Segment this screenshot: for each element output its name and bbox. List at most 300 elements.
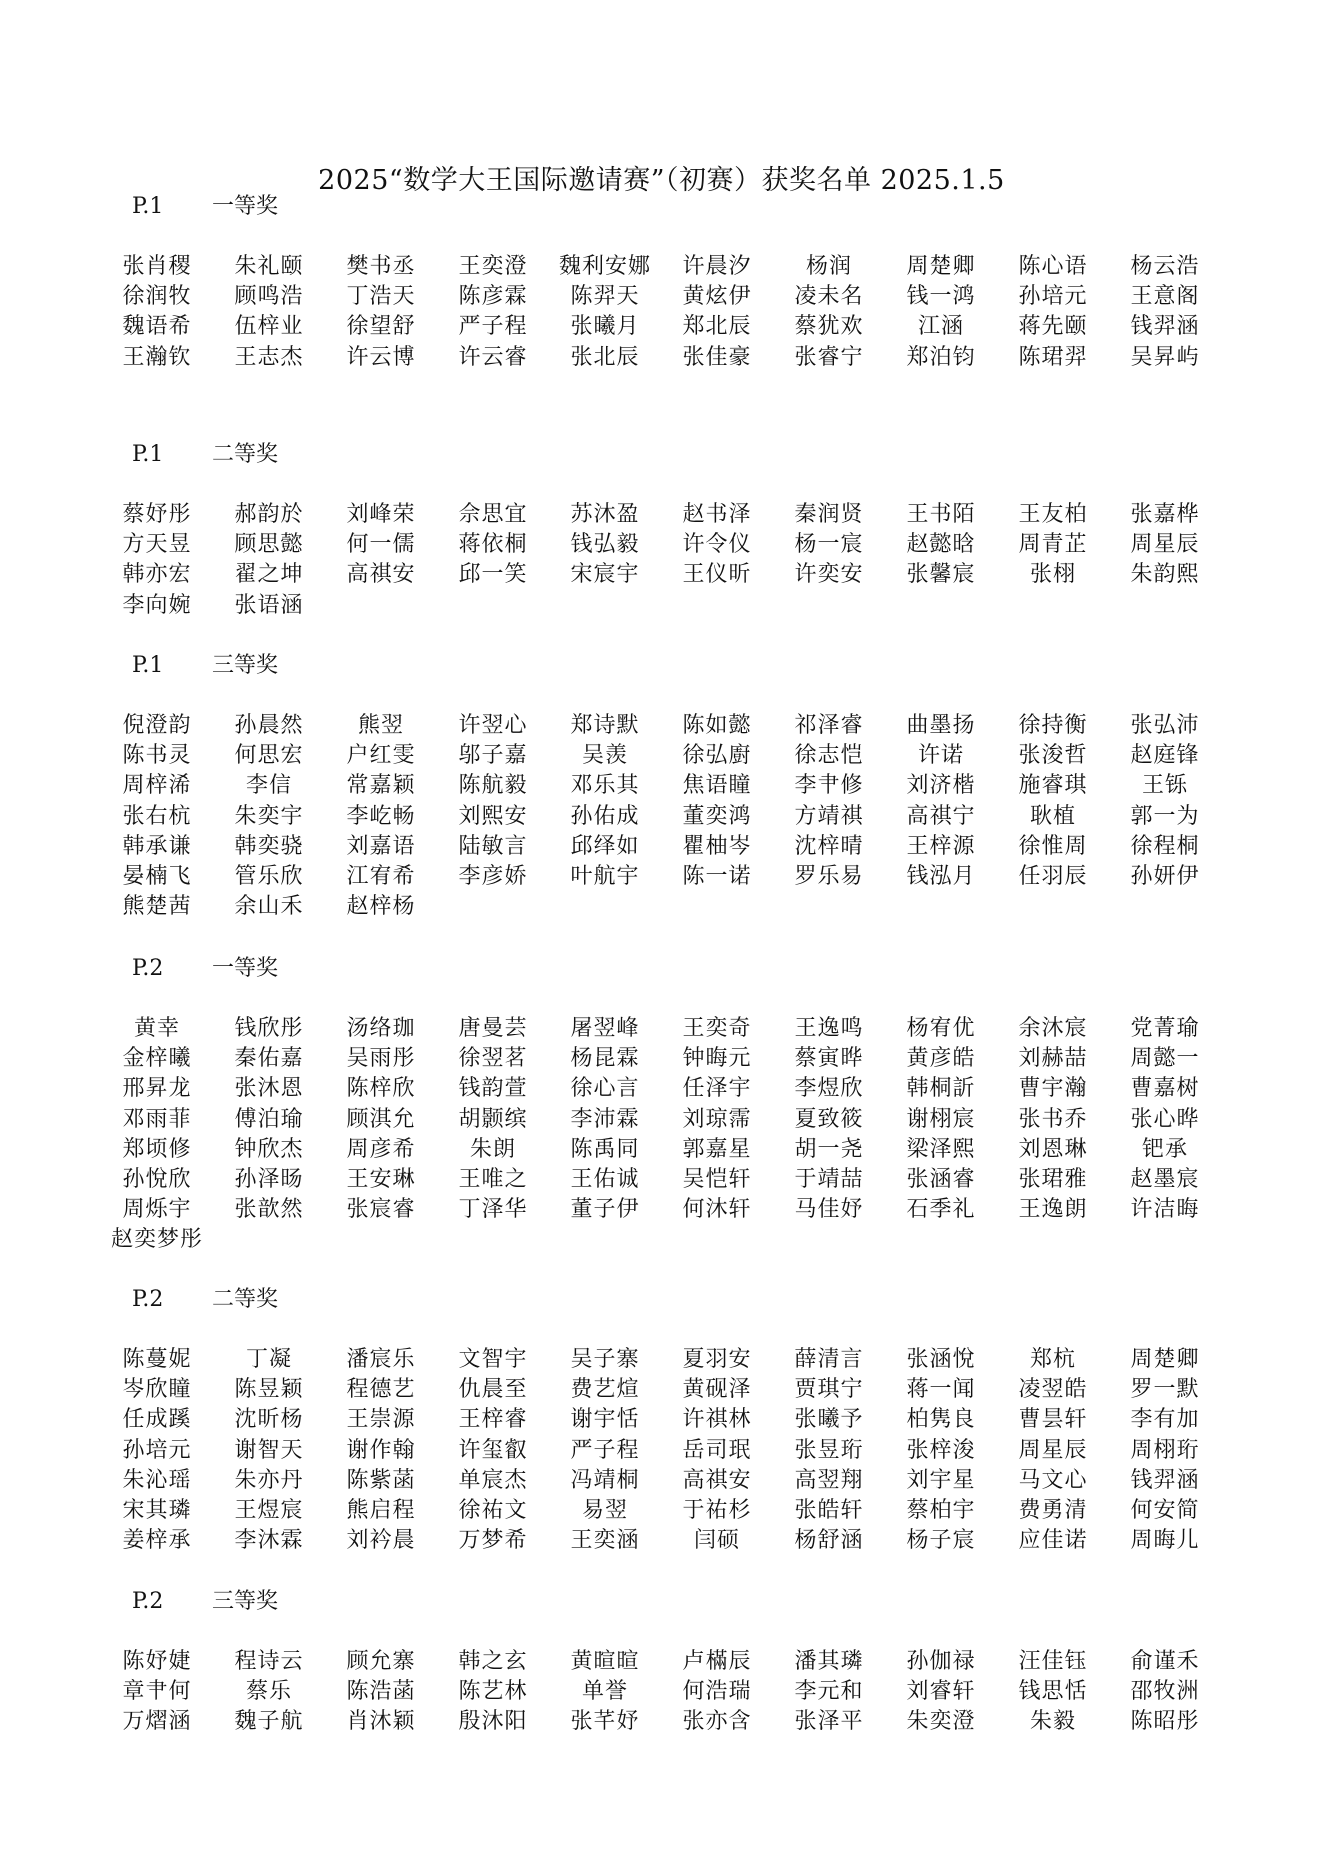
awardee-name: 柏隽良	[906, 1407, 976, 1433]
awardee-name: 张曦月	[570, 314, 640, 340]
awardee-name: 王奕奇	[682, 1016, 752, 1041]
section-p2-first-prize	[0, 954, 1323, 1253]
awardee-name: 金梓曦	[122, 1046, 192, 1072]
awardee-name: 瞿柚岑	[682, 833, 752, 859]
awardee-name: 卢樠辰	[682, 1649, 752, 1674]
awardee-name: 周烁宇	[122, 1197, 192, 1223]
awardee-name: 曹宇瀚	[1018, 1076, 1088, 1102]
awardee-name: 罗一默	[1130, 1377, 1200, 1403]
awardee-name: 任泽宇	[682, 1076, 752, 1102]
awardee-name: 周梓浠	[122, 773, 192, 799]
awardee-name: 王意阁	[1130, 284, 1200, 310]
awardee-name: 孙佑成	[570, 803, 640, 829]
awardee-name: 许晨汐	[682, 254, 752, 279]
awardee-name: 魏子航	[234, 1709, 304, 1735]
awardee-name: 郑北辰	[682, 314, 752, 340]
awardee-name: 倪澄韵	[122, 713, 192, 738]
section-award: 二等奖	[212, 1287, 279, 1312]
awardee-name: 王安琳	[346, 1166, 416, 1192]
name-grid	[101, 1647, 1221, 1738]
awardee-name: 梁泽熙	[906, 1136, 976, 1162]
awardee-name: 熊启程	[346, 1497, 416, 1523]
awardee-name: 朱沁瑶	[122, 1467, 192, 1493]
awardee-name: 吴雨彤	[346, 1046, 416, 1072]
awardee-name: 周晦儿	[1130, 1528, 1200, 1554]
awardee-name: 张歆然	[234, 1197, 304, 1223]
awardee-name: 刘恩琳	[1018, 1136, 1088, 1162]
awardee-name: 顾淇允	[346, 1106, 416, 1132]
awardee-name: 钱羿涵	[1130, 314, 1200, 340]
awardee-name: 熊翌	[357, 713, 404, 738]
awardee-name: 陈蔓妮	[122, 1347, 192, 1372]
awardee-name: 张馨宸	[906, 562, 976, 588]
awardee-name: 钟欣杰	[234, 1136, 304, 1162]
name-grid	[101, 711, 1221, 922]
awardee-name: 邓雨菲	[122, 1106, 192, 1132]
awardee-name: 刘衿晨	[346, 1528, 416, 1554]
awardee-name: 朱韵熙	[1130, 562, 1200, 588]
awardee-name: 赵梓杨	[346, 894, 416, 920]
awardee-name: 陈如懿	[682, 713, 752, 738]
awardee-name: 程德艺	[346, 1377, 416, 1403]
awardee-name: 杨云浩	[1130, 254, 1200, 279]
awardee-name: 苏沐盈	[570, 502, 640, 527]
section-award: 三等奖	[212, 653, 279, 678]
awardee-name: 魏利安娜	[558, 254, 651, 279]
awardee-name: 徐弘廚	[682, 743, 752, 769]
awardee-name: 徐润牧	[122, 284, 192, 310]
awardee-name: 陈紫菡	[346, 1467, 416, 1493]
section-heading	[0, 954, 1323, 984]
awardee-name: 晏楠飞	[122, 863, 192, 889]
awardee-name: 潘其璘	[794, 1649, 864, 1674]
awardee-name: 谢智天	[234, 1437, 304, 1463]
awardee-name: 钱欣彤	[234, 1016, 304, 1041]
awardee-name: 秦佑嘉	[234, 1046, 304, 1072]
awardee-name: 蔡寅晔	[794, 1046, 864, 1072]
awardee-name: 徐心言	[570, 1076, 640, 1102]
awardee-name: 蒋一闻	[906, 1377, 976, 1403]
awardee-name: 刘赫喆	[1018, 1046, 1088, 1072]
awardee-name: 钱韵萱	[458, 1076, 528, 1102]
awardee-name: 赵庭锋	[1130, 743, 1200, 769]
awardee-name: 佘思宜	[458, 502, 528, 527]
awardee-name: 于靖喆	[794, 1166, 864, 1192]
awardee-name: 李元和	[794, 1679, 864, 1705]
awardee-name: 陈浩菡	[346, 1679, 416, 1705]
awardee-name: 张芊妤	[570, 1709, 640, 1735]
awardee-name: 吴恺轩	[682, 1166, 752, 1192]
awardee-name: 单宸杰	[458, 1467, 528, 1493]
awardee-name: 秦润贤	[794, 502, 864, 527]
awardee-name: 李沐霖	[234, 1528, 304, 1554]
awardee-name: 高祺安	[346, 562, 416, 588]
awardee-name: 闫硕	[693, 1528, 740, 1554]
awardee-name: 孙泽旸	[234, 1166, 304, 1192]
section-p1-second-prize	[0, 440, 1323, 618]
awardee-name: 何思宏	[234, 743, 304, 769]
awardee-name: 王友柏	[1018, 502, 1088, 527]
awardee-name: 曲墨扬	[906, 713, 976, 738]
section-heading	[0, 440, 1323, 470]
awardee-name: 许祺林	[682, 1407, 752, 1433]
awardee-name: 姜梓承	[122, 1528, 192, 1554]
awardee-name: 任成蹊	[122, 1407, 192, 1433]
awardee-name: 郑顷修	[122, 1136, 192, 1162]
awardee-name: 钱思恬	[1018, 1679, 1088, 1705]
awardee-name: 陈昭彤	[1130, 1709, 1200, 1735]
awardee-name: 管乐欣	[234, 863, 304, 889]
awardee-name: 邱一笑	[458, 562, 528, 588]
awardee-name: 沈昕杨	[234, 1407, 304, 1433]
awardee-name: 郑泊钧	[906, 344, 976, 370]
awardee-name: 周彦希	[346, 1136, 416, 1162]
awardee-name: 张心晔	[1130, 1106, 1200, 1132]
awardee-name: 祁泽睿	[794, 713, 864, 738]
awardee-name: 张佳豪	[682, 344, 752, 370]
awardee-name: 汤络珈	[346, 1016, 416, 1041]
awardee-name: 蔡乐	[245, 1679, 292, 1705]
awardee-name: 张涵睿	[906, 1166, 976, 1192]
awardee-name: 胡颢缤	[458, 1106, 528, 1132]
awardee-name: 张栩	[1029, 562, 1076, 588]
section-heading	[0, 1587, 1323, 1617]
awardee-name: 仇晨至	[458, 1377, 528, 1403]
awardee-name: 江宥希	[346, 863, 416, 889]
awardee-name: 任羽辰	[1018, 863, 1088, 889]
awardee-name: 黄彦皓	[906, 1046, 976, 1072]
awardee-name: 许洁晦	[1130, 1197, 1200, 1223]
awardee-name: 钯承	[1141, 1136, 1188, 1162]
awardee-name: 吴羡	[581, 743, 628, 769]
awardee-name: 汪佳钰	[1018, 1649, 1088, 1674]
awardee-name: 蒋依桐	[458, 532, 528, 558]
awardee-name: 马文心	[1018, 1467, 1088, 1493]
awardee-name: 樊书丞	[346, 254, 416, 279]
name-grid	[101, 1014, 1221, 1256]
awardee-name: 许云博	[346, 344, 416, 370]
awardee-name: 程诗云	[234, 1649, 304, 1674]
awardee-name: 朱礼颐	[234, 254, 304, 279]
awardee-name: 徐望舒	[346, 314, 416, 340]
awardee-name: 王瀚钦	[122, 344, 192, 370]
awardee-name: 邵牧洲	[1130, 1679, 1200, 1705]
awardee-name: 许云睿	[458, 344, 528, 370]
awardee-name: 王奕涵	[570, 1528, 640, 1554]
awardee-name: 陈昱颖	[234, 1377, 304, 1403]
awardee-name: 陈禹同	[570, 1136, 640, 1162]
section-heading	[0, 651, 1323, 681]
awardee-name: 赵奕梦彤	[110, 1227, 203, 1253]
awardee-name: 王仪昕	[682, 562, 752, 588]
awardee-name: 谢栩宸	[906, 1106, 976, 1132]
awardee-name: 孙晨然	[234, 713, 304, 738]
awardee-name: 张沐恩	[234, 1076, 304, 1102]
awardee-name: 黄砚泽	[682, 1377, 752, 1403]
awardee-name: 冯靖桐	[570, 1467, 640, 1493]
awardee-name: 施睿琪	[1018, 773, 1088, 799]
awardee-name: 张语涵	[234, 592, 304, 618]
awardee-name: 王奕澄	[458, 254, 528, 279]
awardee-name: 屠翌峰	[570, 1016, 640, 1041]
awardee-name: 郭一为	[1130, 803, 1200, 829]
section-level: P.1	[132, 194, 164, 219]
awardee-name: 蔡柏宇	[906, 1497, 976, 1523]
awardee-name: 张肖稷	[122, 254, 192, 279]
awardee-name: 邱绎如	[570, 833, 640, 859]
section-level: P.2	[132, 956, 164, 981]
awardee-name: 张亦含	[682, 1709, 752, 1735]
awardee-name: 余沐宸	[1018, 1016, 1088, 1041]
awardee-name: 张昱珩	[794, 1437, 864, 1463]
awardee-name: 黄幸	[133, 1016, 180, 1041]
awardee-name: 高祺宁	[906, 803, 976, 829]
awardee-name: 唐曼芸	[458, 1016, 528, 1041]
awardee-name: 李有加	[1130, 1407, 1200, 1433]
awardee-name: 傅泊瑜	[234, 1106, 304, 1132]
section-p2-second-prize	[0, 1285, 1323, 1554]
awardee-name: 杨润	[805, 254, 852, 279]
awardee-name: 张书乔	[1018, 1106, 1088, 1132]
awardee-name: 赵墨宸	[1130, 1166, 1200, 1192]
awardee-name: 熊楚茜	[122, 894, 192, 920]
awardee-name: 蔡妤彤	[122, 502, 192, 527]
awardee-name: 陈彦霖	[458, 284, 528, 310]
awardee-name: 焦语瞳	[682, 773, 752, 799]
section-heading	[0, 192, 1323, 222]
awardee-name: 陈心语	[1018, 254, 1088, 279]
awardee-name: 张嘉桦	[1130, 502, 1200, 527]
awardee-name: 陈珺羿	[1018, 344, 1088, 370]
awardee-name: 谢宇恬	[570, 1407, 640, 1433]
awardee-name: 张宸睿	[346, 1197, 416, 1223]
awardee-name: 肖沐颖	[346, 1709, 416, 1735]
name-grid	[101, 500, 1221, 621]
awardee-name: 刘睿轩	[906, 1679, 976, 1705]
awardee-name: 沈梓晴	[794, 833, 864, 859]
awardee-name: 周星辰	[1018, 1437, 1088, 1463]
section-award: 一等奖	[212, 194, 279, 219]
awardee-name: 杨昆霖	[570, 1046, 640, 1072]
awardee-name: 李信	[245, 773, 292, 799]
awardee-name: 夏致筱	[794, 1106, 864, 1132]
awardee-name: 徐志恺	[794, 743, 864, 769]
awardee-name: 殷沐阳	[458, 1709, 528, 1735]
awardee-name: 孙悅欣	[122, 1166, 192, 1192]
awardee-name: 费艺煊	[570, 1377, 640, 1403]
awardee-name: 钱弘毅	[570, 532, 640, 558]
awardee-name: 周楚卿	[1130, 1347, 1200, 1372]
document-title: 2025“数学大王国际邀请赛”（初赛）获奖名单 2025.1.5	[318, 165, 1005, 196]
awardee-name: 曹嘉树	[1130, 1076, 1200, 1102]
section-level: P.2	[132, 1589, 164, 1614]
awardee-name: 朱朗	[469, 1136, 516, 1162]
awardee-name: 邢昇龙	[122, 1076, 192, 1102]
awardee-name: 方靖祺	[794, 803, 864, 829]
awardee-name: 蒋先颐	[1018, 314, 1088, 340]
awardee-name: 张弘沛	[1130, 713, 1200, 738]
awardee-name: 韩承谦	[122, 833, 192, 859]
awardee-name: 陈航毅	[458, 773, 528, 799]
awardee-name: 陈艺林	[458, 1679, 528, 1705]
awardee-name: 周懿一	[1130, 1046, 1200, 1072]
name-grid	[101, 252, 1221, 373]
awardee-name: 顾允寨	[346, 1649, 416, 1674]
section-p1-first-prize	[0, 192, 1323, 370]
section-level: P.2	[132, 1287, 164, 1312]
awardee-name: 石季礼	[906, 1197, 976, 1223]
awardee-name: 王唯之	[458, 1166, 528, 1192]
awardee-name: 李向婉	[122, 592, 192, 618]
section-award: 三等奖	[212, 1589, 279, 1614]
awardee-name: 万熠涵	[122, 1709, 192, 1735]
section-level: P.1	[132, 442, 164, 467]
awardee-name: 徐翌茗	[458, 1046, 528, 1072]
awardee-name: 周栩珩	[1130, 1437, 1200, 1463]
awardee-name: 郝韵於	[234, 502, 304, 527]
awardee-name: 夏羽安	[682, 1347, 752, 1372]
awardee-name: 李煜欣	[794, 1076, 864, 1102]
awardee-name: 孙伽禄	[906, 1649, 976, 1674]
awardee-name: 王逸朗	[1018, 1197, 1088, 1223]
awardee-name: 周星辰	[1130, 532, 1200, 558]
awardee-name: 曹昙轩	[1018, 1407, 1088, 1433]
awardee-name: 朱奕宇	[234, 803, 304, 829]
awardee-name: 周青芷	[1018, 532, 1088, 558]
awardee-name: 宋宸宇	[570, 562, 640, 588]
awardee-name: 高祺安	[682, 1467, 752, 1493]
awardee-name: 张珺雅	[1018, 1166, 1088, 1192]
awardee-name: 凌未名	[794, 284, 864, 310]
awardee-name: 王梓睿	[458, 1407, 528, 1433]
awardee-name: 张曦予	[794, 1407, 864, 1433]
awardee-name: 赵书泽	[682, 502, 752, 527]
awardee-name: 万梦希	[458, 1528, 528, 1554]
awardee-name: 徐程桐	[1130, 833, 1200, 859]
awardee-name: 朱奕澄	[906, 1709, 976, 1735]
awardee-name: 徐祐文	[458, 1497, 528, 1523]
awardee-name: 陆敏言	[458, 833, 528, 859]
awardee-name: 何沐轩	[682, 1197, 752, 1223]
awardee-name: 胡一尧	[794, 1136, 864, 1162]
awardee-name: 余山禾	[234, 894, 304, 920]
section-p2-third-prize	[0, 1587, 1323, 1735]
awardee-name: 郑杭	[1029, 1347, 1076, 1372]
awardee-name: 单誉	[581, 1679, 628, 1705]
awardee-name: 丁浩天	[346, 284, 416, 310]
awardee-name: 韩桐訢	[906, 1076, 976, 1102]
awardee-name: 章肀何	[122, 1679, 192, 1705]
awardee-name: 刘熙安	[458, 803, 528, 829]
awardee-name: 黄暄暄	[570, 1649, 640, 1674]
awardee-name: 何浩瑞	[682, 1679, 752, 1705]
awardee-name: 应佳诺	[1018, 1528, 1088, 1554]
awardee-name: 刘济楷	[906, 773, 976, 799]
awardee-name: 文智宇	[458, 1347, 528, 1372]
awardee-name: 宋其璘	[122, 1497, 192, 1523]
awardee-name: 马佳妤	[794, 1197, 864, 1223]
awardee-name: 孙培元	[1018, 284, 1088, 310]
awardee-name: 费勇清	[1018, 1497, 1088, 1523]
awardee-name: 顾鸣浩	[234, 284, 304, 310]
awardee-name: 杨宥优	[906, 1016, 976, 1041]
awardee-name: 张右杭	[122, 803, 192, 829]
awardee-name: 张涵悅	[906, 1347, 976, 1372]
awardee-name: 郑诗默	[570, 713, 640, 738]
awardee-name: 吴昇屿	[1130, 344, 1200, 370]
awardee-name: 薛清言	[794, 1347, 864, 1372]
awardee-name: 江涵	[917, 314, 964, 340]
awardee-name: 陈书灵	[122, 743, 192, 769]
awardee-name: 王佑诚	[570, 1166, 640, 1192]
awardee-name: 郭嘉星	[682, 1136, 752, 1162]
awardee-name: 谢作翰	[346, 1437, 416, 1463]
awardee-name: 陈梓欣	[346, 1076, 416, 1102]
awardee-name: 董子伊	[570, 1197, 640, 1223]
awardee-name: 俞谨禾	[1130, 1649, 1200, 1674]
awardee-name: 贾琪宁	[794, 1377, 864, 1403]
awardee-name: 邬子嘉	[458, 743, 528, 769]
awardee-name: 何一儒	[346, 532, 416, 558]
awardee-name: 高翌翔	[794, 1467, 864, 1493]
awardee-name: 魏语希	[122, 314, 192, 340]
awardee-name: 李沛霖	[570, 1106, 640, 1132]
awardee-name: 王志杰	[234, 344, 304, 370]
awardee-name: 张睿宁	[794, 344, 864, 370]
awardee-name: 凌翌皓	[1018, 1377, 1088, 1403]
awardee-name: 常嘉颖	[346, 773, 416, 799]
awardee-name: 许奕安	[794, 562, 864, 588]
awardee-name: 陈妤婕	[122, 1649, 192, 1674]
awardee-name: 徐持衡	[1018, 713, 1088, 738]
awardee-name: 孙培元	[122, 1437, 192, 1463]
awardee-name: 叶航宇	[570, 863, 640, 889]
awardee-name: 刘嘉语	[346, 833, 416, 859]
awardee-name: 张皓轩	[794, 1497, 864, 1523]
awardee-name: 杨子宸	[906, 1528, 976, 1554]
awardee-name: 钱羿涵	[1130, 1467, 1200, 1493]
awardee-name: 韩奕骁	[234, 833, 304, 859]
awardee-name: 党菁瑜	[1130, 1016, 1200, 1041]
awardee-name: 吴子寨	[570, 1347, 640, 1372]
awardee-name: 刘宇星	[906, 1467, 976, 1493]
awardee-name: 李彦娇	[458, 863, 528, 889]
awardee-name: 丁泽华	[458, 1197, 528, 1223]
awardee-name: 韩亦宏	[122, 562, 192, 588]
name-grid	[101, 1345, 1221, 1556]
section-heading	[0, 1285, 1323, 1315]
awardee-name: 许玺叡	[458, 1437, 528, 1463]
awardee-name: 刘琼霈	[682, 1106, 752, 1132]
awardee-name: 严子程	[570, 1437, 640, 1463]
awardee-name: 丁凝	[245, 1347, 292, 1372]
awardee-name: 许令仪	[682, 532, 752, 558]
awardee-name: 罗乐易	[794, 863, 864, 889]
awardee-name: 严子程	[458, 314, 528, 340]
awardee-name: 顾思懿	[234, 532, 304, 558]
awardee-name: 蔡犹欢	[794, 314, 864, 340]
awardee-name: 许翌心	[458, 713, 528, 738]
awardee-name: 朱亦丹	[234, 1467, 304, 1493]
awardee-name: 周楚卿	[906, 254, 976, 279]
awardee-name: 邓乐其	[570, 773, 640, 799]
awardee-name: 王梓源	[906, 833, 976, 859]
awardee-name: 陈一诺	[682, 863, 752, 889]
awardee-name: 董奕鸿	[682, 803, 752, 829]
awardee-name: 赵懿晗	[906, 532, 976, 558]
awardee-name: 杨舒涵	[794, 1528, 864, 1554]
awardee-name: 翟之坤	[234, 562, 304, 588]
